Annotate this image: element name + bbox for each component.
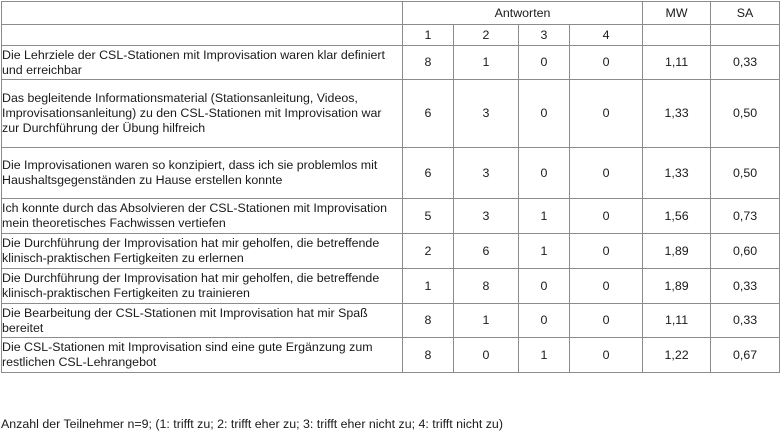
count-cell-4: 0: [570, 148, 643, 199]
count-cell-2: 6: [454, 234, 519, 269]
question-cell: Die Bearbeitung der CSL-Stationen mit Improvisation hat mir Spaß bereitet: [2, 304, 403, 338]
count-cell-1: 6: [403, 80, 454, 148]
count-cell-1: 1: [403, 269, 454, 304]
question-cell: Das begleitende Informationsmaterial (Stationsanleitung, Videos, Improvisationsanleitung) zu den CSL-Stationen mit Improvisation war zur Durchführung der Übung hilfreich: [2, 80, 403, 148]
sa-cell: 0,60: [711, 234, 780, 269]
count-cell-2: 1: [454, 304, 519, 338]
table-row: [2, 304, 780, 338]
count-cell-3: 0: [519, 46, 570, 80]
question-cell: Die Lehrziele der CSL-Stationen mit Improvisation waren klar definiert und erreichbar: [2, 46, 403, 80]
sa-cell: 0,50: [711, 80, 780, 148]
table-row: [2, 199, 780, 234]
mw-cell: 1,11: [643, 304, 711, 338]
count-cell-2: 8: [454, 269, 519, 304]
header-empty-cell: [643, 25, 711, 46]
header-empty-cell: [2, 2, 403, 25]
count-cell-2: 3: [454, 80, 519, 148]
count-cell-3: 1: [519, 234, 570, 269]
count-cell-3: 0: [519, 304, 570, 338]
table-row: [2, 269, 780, 304]
mw-cell: 1,22: [643, 338, 711, 373]
header-sa: SA: [711, 2, 780, 25]
table-row: [2, 148, 780, 199]
count-cell-4: 0: [570, 199, 643, 234]
mw-cell: 1,89: [643, 269, 711, 304]
count-cell-2: 3: [454, 148, 519, 199]
header-empty-cell: [2, 25, 403, 46]
header-row-scale: [2, 25, 780, 46]
question-cell: Die Improvisationen waren so konzipiert, dass ich sie problemlos mit Haushaltsgegenständen zu Hause erstellen konnte: [2, 148, 403, 199]
header-antworten: Antworten: [403, 2, 643, 25]
scale-label-4: 4: [570, 25, 643, 46]
question-cell: Ich konnte durch das Absolvieren der CSL-Stationen mit Improvisation mein theoretisches Fachwissen vertiefen: [2, 199, 403, 234]
footnote: Anzahl der Teilnehmer n=9; (1: trifft zu; 2: trifft eher zu; 3: trifft eher nicht zu; 4: trifft nicht zu): [1, 417, 503, 431]
header-mw: MW: [643, 2, 711, 25]
count-cell-1: 8: [403, 46, 454, 80]
count-cell-1: 8: [403, 304, 454, 338]
sa-cell: 0,73: [711, 199, 780, 234]
scale-label-1: 1: [403, 25, 454, 46]
count-cell-3: 0: [519, 148, 570, 199]
count-cell-1: 8: [403, 338, 454, 373]
count-cell-4: 0: [570, 338, 643, 373]
count-cell-1: 6: [403, 148, 454, 199]
mw-cell: 1,89: [643, 234, 711, 269]
scale-label-2: 2: [454, 25, 519, 46]
question-cell: Die CSL-Stationen mit Improvisation sind eine gute Ergänzung zum restlichen CSL-Lehrangebot: [2, 338, 403, 373]
count-cell-4: 0: [570, 269, 643, 304]
header-row-top: [2, 2, 780, 25]
scale-label-3: 3: [519, 25, 570, 46]
count-cell-3: 0: [519, 269, 570, 304]
header-empty-cell: [711, 25, 780, 46]
survey-table: [1, 1, 780, 373]
mw-cell: 1,33: [643, 80, 711, 148]
count-cell-3: 1: [519, 338, 570, 373]
sa-cell: 0,33: [711, 269, 780, 304]
sa-cell: 0,67: [711, 338, 780, 373]
table-row: [2, 80, 780, 148]
table-row: [2, 234, 780, 269]
sa-cell: 0,33: [711, 46, 780, 80]
table-row: [2, 46, 780, 80]
count-cell-4: 0: [570, 80, 643, 148]
count-cell-1: 2: [403, 234, 454, 269]
count-cell-4: 0: [570, 304, 643, 338]
question-cell: Die Durchführung der Improvisation hat mir geholfen, die betreffende klinisch-praktischen Fertigkeiten zu trainieren: [2, 269, 403, 304]
count-cell-2: 0: [454, 338, 519, 373]
sa-cell: 0,50: [711, 148, 780, 199]
question-cell: Die Durchführung der Improvisation hat mir geholfen, die betreffende klinisch-praktischen Fertigkeiten zu erlernen: [2, 234, 403, 269]
count-cell-3: 1: [519, 199, 570, 234]
count-cell-2: 3: [454, 199, 519, 234]
count-cell-4: 0: [570, 46, 643, 80]
count-cell-3: 0: [519, 80, 570, 148]
mw-cell: 1,56: [643, 199, 711, 234]
mw-cell: 1,11: [643, 46, 711, 80]
count-cell-1: 5: [403, 199, 454, 234]
sa-cell: 0,33: [711, 304, 780, 338]
table-row: [2, 338, 780, 373]
mw-cell: 1,33: [643, 148, 711, 199]
count-cell-4: 0: [570, 234, 643, 269]
count-cell-2: 1: [454, 46, 519, 80]
